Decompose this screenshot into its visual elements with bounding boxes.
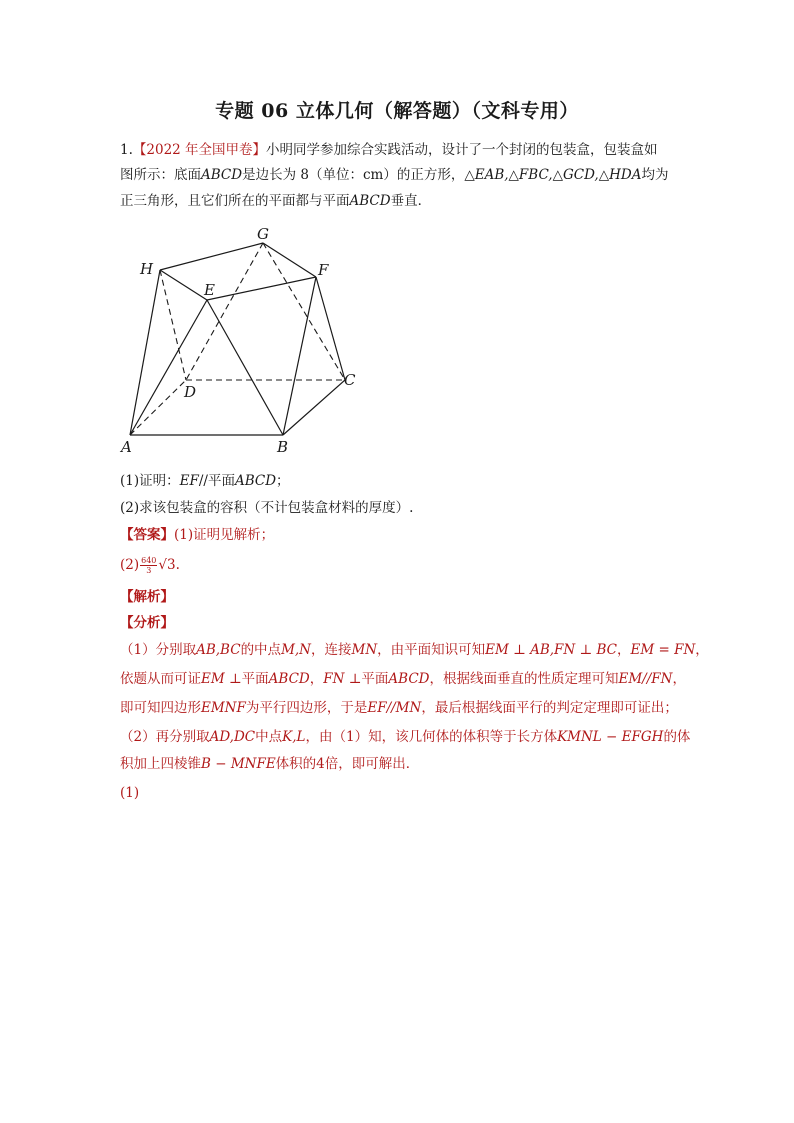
fraction-denominator: 3 bbox=[146, 566, 152, 575]
a4-text-d: 的体 bbox=[663, 729, 691, 745]
answer-line-1 bbox=[120, 526, 274, 544]
analysis-line-4 bbox=[120, 728, 690, 746]
q1-mid: //平面 bbox=[198, 473, 235, 489]
edge-fb bbox=[283, 277, 316, 435]
problem-text-2c: 均为 bbox=[641, 167, 669, 183]
edge-fc bbox=[316, 277, 345, 380]
a2-text-b: 平面 bbox=[241, 671, 269, 687]
a5-text-b: 体积的4倍，即可解出． bbox=[275, 756, 420, 772]
vertex-label-a: A bbox=[121, 438, 132, 456]
a2-math-2: ABCD bbox=[268, 671, 310, 687]
q1-prefix: (1)证明： bbox=[120, 473, 180, 489]
a2-math-5: EM//FN bbox=[618, 671, 673, 687]
edge-he bbox=[160, 270, 207, 300]
edge-ef bbox=[207, 277, 316, 300]
geometry-figure bbox=[118, 218, 368, 458]
answer-part-1: (1)证明见解析； bbox=[174, 527, 275, 543]
a4-text-a: （2）再分别取 bbox=[120, 729, 210, 745]
problem-line-2 bbox=[120, 166, 668, 184]
problem-text-3-end: 垂直． bbox=[390, 193, 432, 209]
a2-text-f: ， bbox=[672, 671, 686, 687]
question-1 bbox=[120, 472, 290, 490]
a3-text-a: 即可知四边形 bbox=[120, 700, 201, 716]
a1-text-e: ， bbox=[617, 642, 631, 658]
vertex-label-b: B bbox=[277, 438, 289, 456]
a2-text-c: ， bbox=[309, 671, 324, 687]
problem-line-1 bbox=[120, 141, 658, 159]
a3-math-2: EF//MN bbox=[367, 700, 422, 716]
analysis-line-2 bbox=[120, 670, 686, 688]
math-abcd-2: ABCD bbox=[349, 193, 391, 209]
answer-part-2-prefix: (2) bbox=[120, 557, 140, 573]
a1-text-b: 的中点 bbox=[240, 642, 282, 658]
math-abcd: ABCD bbox=[201, 167, 243, 183]
a2-text-a: 依题从而可证 bbox=[120, 671, 201, 687]
vertex-label-h: H bbox=[140, 260, 154, 278]
q1-math-abcd: ABCD bbox=[234, 473, 277, 489]
page-title: 专题 06 立体几何（解答题）（文科专用） bbox=[215, 100, 579, 122]
a2-text-e: ，根据线面垂直的性质定理可知 bbox=[429, 671, 619, 687]
a4-text-b: 中点 bbox=[255, 729, 283, 745]
a1-math-2: M,N bbox=[281, 642, 311, 658]
a3-text-c: ，最后根据线面平行的判定定理即可证出； bbox=[421, 700, 678, 716]
a2-math-3: FN ⊥ bbox=[323, 671, 362, 687]
a4-math-2: K,L bbox=[282, 729, 306, 745]
vertex-label-d: D bbox=[184, 383, 197, 401]
fraction-numerator: 640 bbox=[141, 556, 157, 565]
a5-text-a: 积加上四棱锥 bbox=[120, 756, 201, 772]
jiexi-label: 【解析】 bbox=[120, 589, 174, 605]
answer-end: . bbox=[175, 557, 180, 573]
a4-math-3: KMNL − EFGH bbox=[557, 729, 664, 745]
a1-text-a: （1）分别取 bbox=[120, 642, 197, 658]
vertex-label-e: E bbox=[204, 281, 215, 299]
a1-math-1: AB,BC bbox=[196, 642, 241, 658]
a2-math-4: ABCD bbox=[388, 671, 430, 687]
answer-sqrt: √3 bbox=[158, 557, 176, 573]
problem-number: 1. bbox=[120, 142, 133, 158]
a5-math-1: B − MNFE bbox=[201, 756, 276, 772]
a2-text-d: 平面 bbox=[361, 671, 389, 687]
analysis-line-1 bbox=[120, 641, 709, 659]
problem-text-2a: 图所示：底面 bbox=[120, 167, 201, 183]
vertex-label-f: F bbox=[318, 261, 329, 279]
problem-line-3 bbox=[120, 192, 431, 210]
answer-fraction bbox=[140, 556, 157, 575]
a3-math-1: EMNF bbox=[201, 700, 246, 716]
a1-text-d: ，由平面知识可知 bbox=[377, 642, 486, 658]
answer-label: 【答案】 bbox=[120, 527, 174, 543]
question-2: (2)求该包装盒的容积（不计包装盒材料的厚度）. bbox=[120, 500, 414, 516]
a4-math-1: AD,DC bbox=[209, 729, 256, 745]
answer-line-2 bbox=[120, 556, 180, 575]
edge-gc-hidden bbox=[263, 243, 345, 380]
problem-text-2b: 是边长为 8（单位：cm）的正方形， bbox=[242, 167, 465, 183]
edge-ea bbox=[130, 300, 207, 435]
q1-end: ； bbox=[276, 473, 290, 489]
analysis-line-6: (1) bbox=[120, 785, 140, 801]
edge-gd-hidden bbox=[186, 243, 263, 380]
q1-math-ef: EF bbox=[179, 473, 199, 489]
edge-eb bbox=[207, 300, 283, 435]
a3-text-b: 为平行四边形，于是 bbox=[245, 700, 368, 716]
analysis-line-5 bbox=[120, 755, 419, 773]
a1-math-5: EM = FN bbox=[630, 642, 696, 658]
a4-text-c: ，由（1）知，该几何体的体积等于长方体 bbox=[305, 729, 558, 745]
edge-gf bbox=[263, 243, 316, 277]
problem-text-1: 小明同学参加综合实践活动，设计了一个封闭的包装盒，包装盒如 bbox=[266, 142, 658, 158]
problem-text-3: 正三角形，且它们所在的平面都与平面 bbox=[120, 193, 350, 209]
a2-math-1: EM ⊥ bbox=[201, 671, 242, 687]
edge-hg bbox=[160, 243, 263, 270]
analysis-line-3 bbox=[120, 699, 678, 717]
fenxi-label: 【分析】 bbox=[120, 615, 174, 631]
problem-source: 【2022 年全国甲卷】 bbox=[132, 142, 267, 158]
a1-math-3: MN bbox=[351, 642, 378, 658]
math-triangles: △EAB,△FBC,△GCD,△HDA bbox=[464, 167, 642, 183]
edge-hd-hidden bbox=[160, 270, 186, 380]
a1-text-c: ，连接 bbox=[311, 642, 352, 658]
vertex-label-c: C bbox=[344, 371, 356, 389]
vertex-label-g: G bbox=[257, 225, 269, 243]
a1-text-f: ， bbox=[695, 642, 709, 658]
a1-math-4: EM ⊥ AB,FN ⊥ BC bbox=[485, 642, 618, 658]
